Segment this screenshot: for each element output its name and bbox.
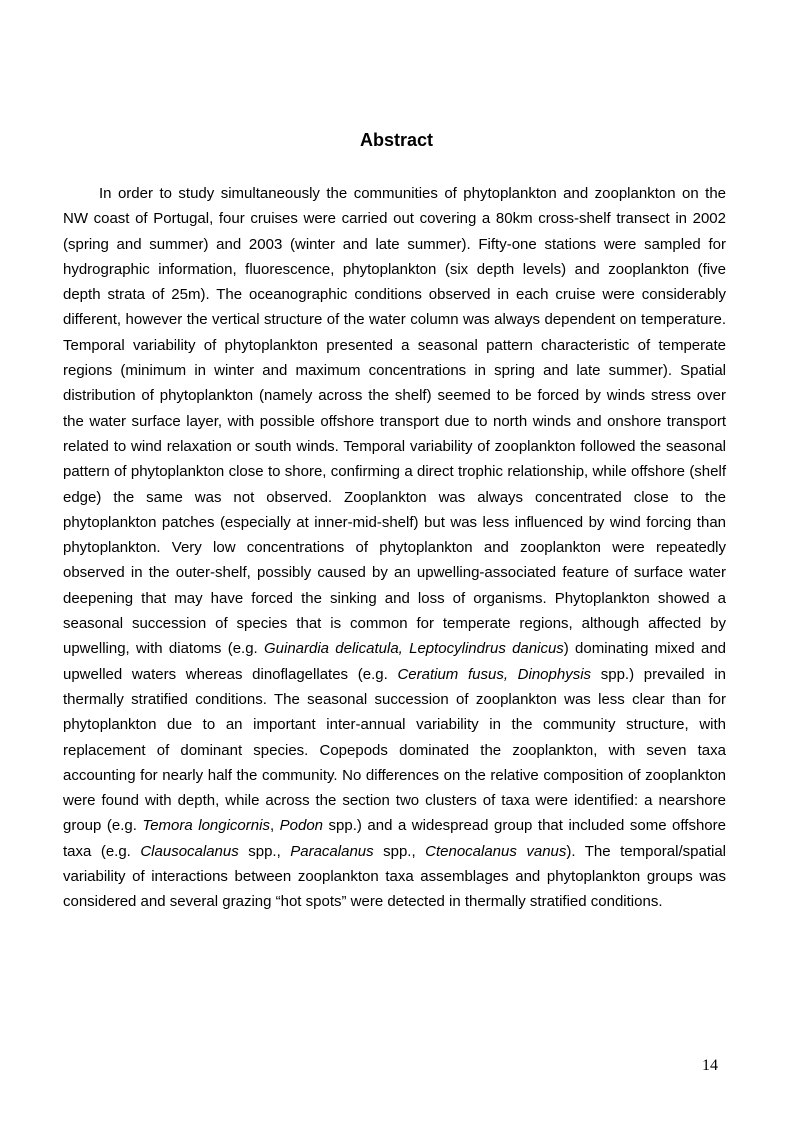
species-name: Ctenocalanus vanus	[425, 842, 567, 860]
abstract-text: ). The temporal/spatial variability of interactions between zooplankton taxa assemblages and phytoplankton groups was considered and several grazing “hot spots” were detected in thermally stratified conditions.	[63, 842, 726, 911]
abstract-text: ,	[269, 817, 280, 835]
abstract-text: ) dominating mixed and upwelled waters whereas dinoflagellates (e.g.	[63, 640, 727, 683]
abstract-text: spp.,	[238, 842, 291, 860]
abstract-text: spp.,	[373, 842, 426, 860]
section-title: Abstract	[359, 130, 434, 150]
species-name: Podon	[279, 817, 324, 835]
species-name: Guinardia delicatula, Leptocylindrus danicus	[263, 640, 564, 658]
abstract-text: spp.) prevailed in thermally stratified conditions. The seasonal succession of zooplankton was less clear than for phytoplankton due to an important inter-annual variability in the community structure, with replacement of dominant species. Copepods dominated the zooplankton, with seven taxa accounting for nearly half the community. No differences on the relative composition of zooplankton were found with depth, while across the section two clusters of taxa were identified: a nearshore group (e.g.	[63, 665, 726, 835]
abstract-text: In order to study simultaneously the communities of phytoplankton and zooplankton on the NW coast of Portugal, four cruises were carried out covering a 80km cross-shelf transect in 2002 (spring and summer) and 2003 (winter and late summer). Fifty-one stations were sampled for hydrographic information, fluorescence, phytoplankton (six depth levels) and zooplankton (five depth strata of 25m). The oceanographic conditions observed in each cruise were considerably different, however the vertical structure of the water column was always dependent on temperature. Temporal variability of phytoplankton presented a seasonal pattern characteristic of temperate regions (minimum in winter and maximum concentrations in spring and late summer). Spatial distribution of phytoplankton (namely across the shelf) seemed to be forced by winds stress over the water surface layer, with possible offshore transport due to north winds and onshore transport related to wind relaxation or south winds. Temporal variability of zooplankton followed the seasonal pattern of phytoplankton close to shore, confirming a direct trophic relationship, while offshore (shelf edge) the same was not observed. Zooplankton was always concentrated close to the phytoplankton patches (especially at inner-mid-shelf) but was less influenced by wind forcing than phytoplankton. Very low concentrations of phytoplankton and zooplankton were repeatedly observed in the outer-shelf, possibly caused by an upwelling-associated feature of surface water deepening that may have forced the sinking and loss of organisms. Phytoplankton showed a seasonal succession of species that is common for temperate regions, although affected by upwelling, with diatoms (e.g.	[63, 185, 726, 658]
species-name: Ceratium fusus, Dinophysis	[397, 665, 592, 683]
species-name: Temora longicornis	[142, 817, 270, 835]
species-name: Clausocalanus	[140, 842, 239, 860]
page-number: 14	[702, 1057, 718, 1074]
abstract-text: spp.) and a widespread group that included some offshore taxa (e.g.	[63, 817, 726, 860]
abstract-paragraph	[63, 181, 726, 915]
species-name: Paracalanus	[290, 842, 374, 860]
